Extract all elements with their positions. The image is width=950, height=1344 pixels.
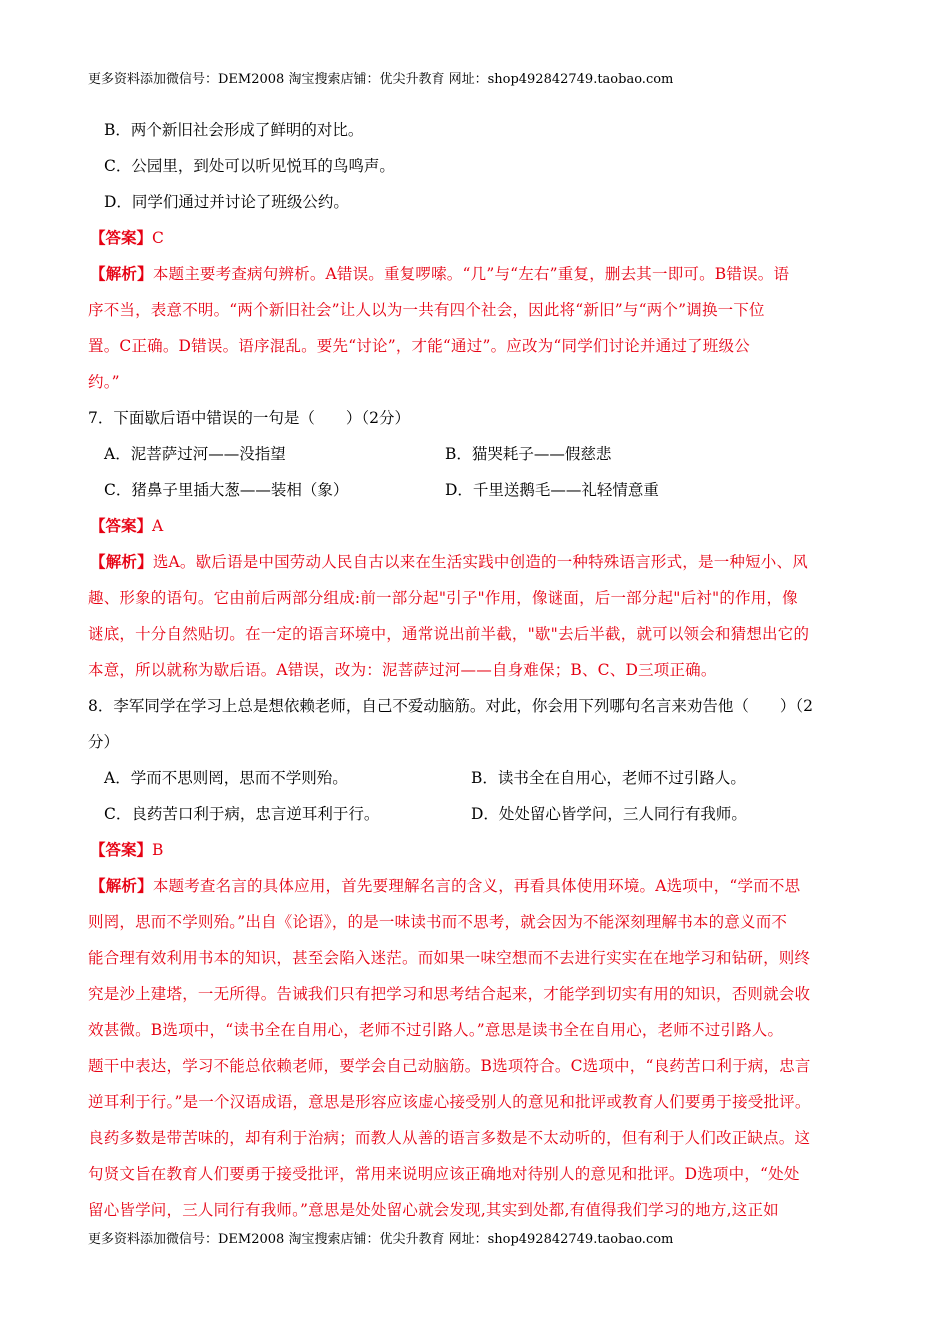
q8-stem-line: 分） — [88, 733, 120, 751]
q7-analysis-line: 【解析】选A。歇后语是中国劳动人民自古以来在生活实践中创造的一种特殊语言形式，是一种短小、风 — [90, 552, 808, 571]
q8-option-b: B．读书全在自用心，老师不过引路人。 — [471, 769, 746, 787]
q8-answer — [88, 832, 863, 868]
q8-analysis-line: 留心皆学问，三人同行有我师。”意思是处处留心就会发现,其实到处都,有值得我们学习的地方,这正如 — [88, 1201, 779, 1219]
q6-option-c: C．公园里，到处可以听见悦耳的鸟鸣声。 — [104, 157, 395, 175]
q7-options-row-1 — [88, 436, 863, 472]
page-footer: 更多资料添加微信号：DEM2008 淘宝搜索店铺：优尖升教育 网址：shop492842749.taobao.com — [88, 1232, 674, 1247]
q6-analysis-line: 约。” — [88, 373, 120, 391]
q8-analysis-label: 【解析】 — [90, 876, 153, 895]
q8-answer-value: B — [152, 841, 164, 859]
q7-analysis-line: 本意，所以就称为歇后语。A错误，改为：泥菩萨过河——自身难保；B、C、D三项正确。 — [88, 661, 717, 679]
q6-analysis-line: 序不当，表意不明。“两个新旧社会”让人以为一共有四个社会，因此将“新旧”与“两个”调换一下位 — [88, 301, 765, 319]
q7-stem: 7．下面歇后语中错误的一句是（ ）（2分） — [88, 409, 410, 427]
q7-option-a: A．泥菩萨过河——没指望 — [104, 445, 286, 463]
q8-analysis-line: 则罔，思而不学则殆。”出自《论语》，的是一味读书而不思考，就会因为不能深刻理解书本的意义而不 — [88, 913, 788, 931]
q8-analysis-line: 【解析】本题考查名言的具体应用，首先要理解名言的含义，再看具体使用环境。A选项中，“学而不思 — [90, 876, 801, 895]
q8-analysis-line: 良药多数是带苦味的，却有利于治病；而教人从善的语言多数是不太动听的，但有利于人们改正缺点。这 — [88, 1129, 811, 1147]
q8-analysis-line: 逆耳利于行。”是一个汉语成语，意思是形容应该虚心接受别人的意见和批评或教育人们要勇于接受批评。 — [88, 1093, 811, 1111]
q7-analysis-line: 谜底，十分自然贴切。在一定的语言环境中，通常说出前半截，"歇"去后半截，就可以领会和猜想出它的 — [88, 625, 810, 643]
q7-answer-label: 【答案】 — [90, 516, 153, 535]
q8-stem-line: 8．李军同学在学习上总是想依赖老师，自己不爱动脑筋。对此，你会用下列哪句名言来劝告他（ ）（2 — [88, 697, 813, 715]
q6-analysis-line: 【解析】本题主要考查病句辨析。A错误。重复啰嗦。“几”与“左右”重复，删去其一即可。B错误。语 — [90, 264, 790, 283]
q8-options-row-1 — [88, 760, 863, 796]
q7-analysis-label: 【解析】 — [90, 552, 153, 571]
q8-analysis-line: 究是沙上建塔，一无所得。告诫我们只有把学习和思考结合起来，才能学到切实有用的知识，否则就会收 — [88, 985, 811, 1003]
q7-options-row-2 — [88, 472, 863, 508]
q6-answer-label: 【答案】 — [90, 228, 153, 247]
q8-answer-label: 【答案】 — [90, 840, 153, 859]
q6-analysis — [88, 256, 863, 400]
q8-option-a: A．学而不思则罔，思而不学则殆。 — [104, 769, 348, 787]
q8-options-row-2 — [88, 796, 863, 832]
q7-option-b: B．猫哭耗子——假慈悲 — [445, 445, 612, 463]
page-header: 更多资料添加微信号：DEM2008 淘宝搜索店铺：优尖升教育 网址：shop492842749.taobao.com — [88, 72, 674, 87]
q7-analysis-line: 趣、形象的语句。它由前后两部分组成:前一部分起"引子"作用，像谜面，后一部分起"后衬"的作用，像 — [88, 589, 798, 607]
q8-analysis-line: 题干中表达，学习不能总依赖老师，要学会自己动脑筋。B选项符合。C选项中，“良药苦口利于病，忠言 — [88, 1057, 811, 1075]
q8-analysis-line: 效甚微。B选项中，“读书全在自用心，老师不过引路人。”意思是读书全在自用心，老师不过引路人。 — [88, 1021, 784, 1039]
q6-answer — [88, 220, 863, 256]
q6-analysis-label: 【解析】 — [90, 264, 153, 283]
q6-option-b: B．两个新旧社会形成了鲜明的对比。 — [104, 121, 364, 139]
q6-option-d: D．同学们通过并讨论了班级公约。 — [104, 193, 349, 211]
q8-option-c: C．良药苦口利于病，忠言逆耳利于行。 — [104, 805, 380, 823]
q7-answer-value: A — [152, 517, 164, 535]
q8-analysis — [88, 868, 863, 1228]
q7-analysis — [88, 544, 863, 688]
q7-option-c: C．猪鼻子里插大葱——装相（象） — [104, 481, 349, 499]
q6-analysis-line: 置。C正确。D错误。语序混乱。要先“讨论”，才能“通过”。应改为“同学们讨论并通过了班级公 — [88, 337, 750, 355]
q8-analysis-line: 能合理有效利用书本的知识，甚至会陷入迷茫。而如果一味空想而不去进行实实在在地学习和钻研，则终 — [88, 949, 811, 967]
q7-answer — [88, 508, 863, 544]
page-content — [88, 112, 863, 1228]
q8-option-d: D．处处留心皆学问，三人同行有我师。 — [471, 805, 747, 823]
q6-answer-value: C — [152, 229, 164, 247]
q7-option-d: D．千里送鹅毛——礼轻情意重 — [445, 481, 659, 499]
q8-analysis-line: 句贤文旨在教育人们要勇于接受批评，常用来说明应该正确地对待别人的意见和批评。D选项中，“处处 — [88, 1165, 800, 1183]
